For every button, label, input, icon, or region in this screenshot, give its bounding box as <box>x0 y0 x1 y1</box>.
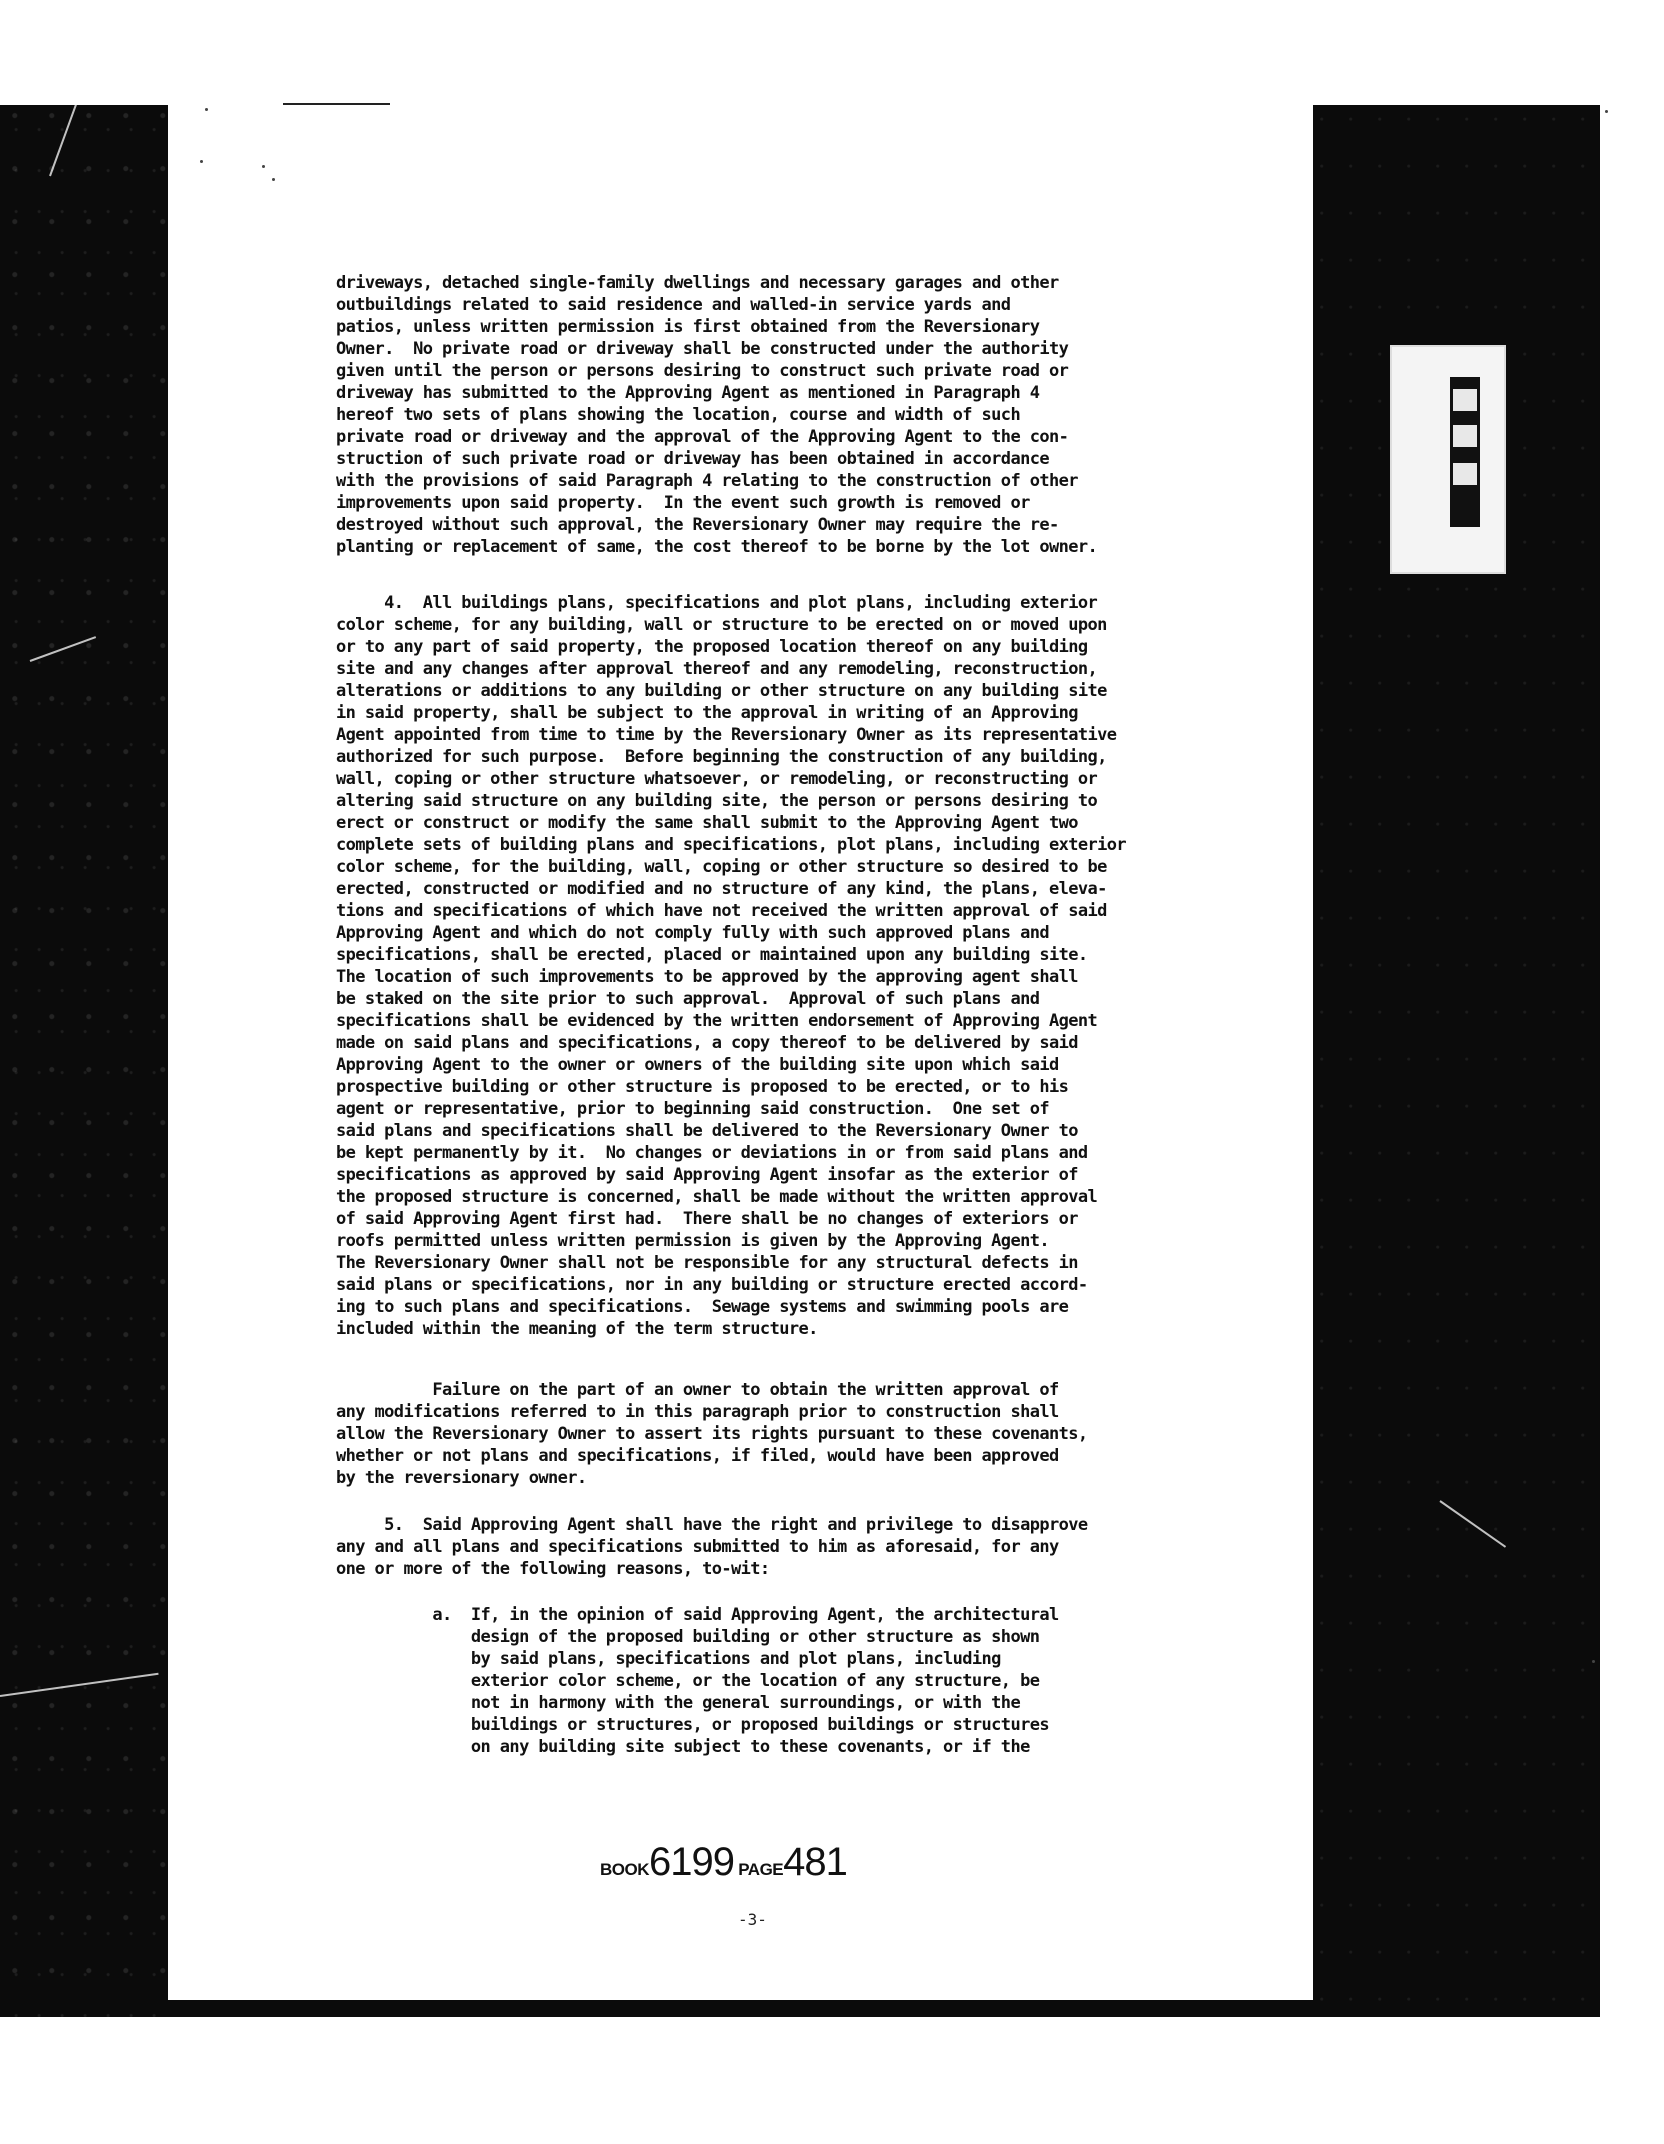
text-line: altering said structure on any building site, the person or persons desiring to <box>336 791 1098 811</box>
text-line: given until the person or persons desiring to construct such private road or <box>336 361 1069 381</box>
text-line: one or more of the following reasons, to-wit: <box>336 1559 770 1579</box>
text-line: improvements upon said property. In the event such growth is removed or <box>336 493 1030 513</box>
page-number: 481 <box>783 1840 847 1884</box>
text-line: site and any changes after approval thereof and any remodeling, reconstruction, <box>336 659 1098 679</box>
text-line: authorized for such purpose. Before beginning the construction of any building, <box>336 747 1107 767</box>
text-line: The Reversionary Owner shall not be responsible for any structural defects in <box>336 1253 1078 1273</box>
text-line: alterations or additions to any building or other structure on any building site <box>336 681 1107 701</box>
stray-mark <box>1605 110 1608 113</box>
top-rule-mark <box>283 103 390 105</box>
text-line: design of the proposed building or other structure as shown <box>470 1627 1040 1647</box>
book-page-stamp <box>600 1840 847 1885</box>
text-line: tions and specifications of which have not received the written approval of said <box>336 901 1107 921</box>
text-line: in said property, shall be subject to the approval in writing of an Approving <box>336 703 1078 723</box>
text-line: allow the Reversionary Owner to assert its rights pursuant to these covenants, <box>336 1424 1088 1444</box>
scanner-artifact-glyph <box>1453 463 1477 485</box>
text-line: 5. Said Approving Agent shall have the right and privilege to disapprove <box>384 1515 1088 1535</box>
text-line: wall, coping or other structure whatsoever, or remodeling, or reconstructing or <box>336 769 1098 789</box>
text-line: be kept permanently by it. No changes or deviations in or from said plans and <box>336 1143 1088 1163</box>
text-line: driveways, detached single-family dwellings and necessary garages and other <box>336 273 1059 293</box>
text-line: prospective building or other structure is proposed to be erected, or to his <box>336 1077 1069 1097</box>
text-line: buildings or structures, or proposed buildings or structures <box>470 1715 1049 1735</box>
text-line: planting or replacement of same, the cost thereof to be borne by the lot owner. <box>336 537 1098 557</box>
stray-mark <box>205 108 208 111</box>
book-number: 6199 <box>649 1840 734 1884</box>
stray-mark <box>262 165 265 168</box>
text-line: exterior color scheme, or the location of any structure, be <box>470 1671 1040 1691</box>
scan-left-margin <box>0 105 168 2017</box>
text-line: The location of such improvements to be approved by the approving agent shall <box>336 967 1078 987</box>
text-line: Failure on the part of an owner to obtain the written approval of <box>432 1380 1059 1400</box>
text-line: color scheme, for any building, wall or structure to be erected on or moved upon <box>336 615 1107 635</box>
text-line: whether or not plans and specifications, if filed, would have been approved <box>336 1446 1059 1466</box>
paragraph-5-text <box>336 1514 1276 1580</box>
text-line: private road or driveway and the approval of the Approving Agent to the con- <box>336 427 1069 447</box>
stray-mark <box>1592 1660 1595 1663</box>
text-line: on any building site subject to these covenants, or if the <box>336 1737 1030 1757</box>
continuation-text <box>336 272 1276 558</box>
text-line: by the reversionary owner. <box>336 1468 587 1488</box>
page-label: PAGE <box>738 1860 784 1879</box>
text-line: Owner. No private road or driveway shall be constructed under the authority <box>336 339 1069 359</box>
text-line: a. If, in the opinion of said Approving Agent, the architectural <box>432 1605 1059 1625</box>
text-line: erected, constructed or modified and no structure of any kind, the plans, eleva- <box>336 879 1107 899</box>
text-line: made on said plans and specifications, a copy thereof to be delivered by said <box>336 1033 1078 1053</box>
scanner-artifact-glyph <box>1453 389 1477 411</box>
text-line: with the provisions of said Paragraph 4 relating to the construction of other <box>336 471 1078 491</box>
text-line: outbuildings related to said residence and walled-in service yards and <box>336 295 1011 315</box>
text-line: specifications shall be evidenced by the written endorsement of Approving Agent <box>336 1011 1098 1031</box>
text-line: color scheme, for the building, wall, coping or other structure so desired to be <box>336 857 1107 877</box>
text-line: not in harmony with the general surroundings, or with the <box>470 1693 1021 1713</box>
item-a-text <box>336 1604 1276 1758</box>
failure-paragraph-text <box>336 1379 1276 1489</box>
text-line: Agent appointed from time to time by the Reversionary Owner as its representative <box>336 725 1117 745</box>
text-line: of said Approving Agent first had. There shall be no changes of exteriors or <box>336 1209 1078 1229</box>
text-line: complete sets of building plans and specifications, plot plans, including exterior <box>336 835 1127 855</box>
text-line: be staked on the site prior to such approval. Approval of such plans and <box>336 989 1040 1009</box>
text-line: any and all plans and specifications submitted to him as aforesaid, for any <box>336 1537 1059 1557</box>
text-line: specifications, shall be erected, placed or maintained upon any building site. <box>336 945 1088 965</box>
text-line: any modifications referred to in this paragraph prior to construction shall <box>336 1402 1059 1422</box>
paragraph-4-text <box>336 592 1276 1340</box>
text-line: agent or representative, prior to beginning said construction. One set of <box>336 1099 1049 1119</box>
text-line: hereof two sets of plans showing the location, course and width of such <box>336 405 1021 425</box>
text-line: erect or construct or modify the same shall submit to the Approving Agent two <box>336 813 1078 833</box>
text-line: destroyed without such approval, the Reversionary Owner may require the re- <box>336 515 1059 535</box>
text-line: included within the meaning of the term structure. <box>336 1319 818 1339</box>
text-line: Approving Agent and which do not comply fully with such approved plans and <box>336 923 1049 943</box>
scanner-artifact-strip <box>1450 377 1480 527</box>
text-line: said plans and specifications shall be delivered to the Reversionary Owner to <box>336 1121 1078 1141</box>
text-line: Approving Agent to the owner or owners of the building site upon which said <box>336 1055 1059 1075</box>
text-line: by said plans, specifications and plot plans, including <box>470 1649 1001 1669</box>
page-marker: -3- <box>738 1910 767 1929</box>
text-line: said plans or specifications, nor in any building or structure erected accord- <box>336 1275 1088 1295</box>
stray-mark <box>200 160 203 163</box>
text-line: or to any part of said property, the proposed location thereof on any building <box>336 637 1088 657</box>
text-line: driveway has submitted to the Approving Agent as mentioned in Paragraph 4 <box>336 383 1040 403</box>
scanner-artifact-glyph <box>1453 425 1477 447</box>
text-line: 4. All buildings plans, specifications and plot plans, including exterior <box>384 593 1098 613</box>
text-line: roofs permitted unless written permission is given by the Approving Agent. <box>336 1231 1049 1251</box>
text-line: specifications as approved by said Approving Agent insofar as the exterior of <box>336 1165 1078 1185</box>
text-line: patios, unless written permission is first obtained from the Reversionary <box>336 317 1040 337</box>
text-line: ing to such plans and specifications. Sewage systems and swimming pools are <box>336 1297 1069 1317</box>
stray-mark <box>272 178 275 181</box>
text-line: the proposed structure is concerned, shall be made without the written approval <box>336 1187 1098 1207</box>
text-line: struction of such private road or driveway has been obtained in accordance <box>336 449 1049 469</box>
book-label: BOOK <box>600 1860 649 1879</box>
scanner-artifact-image <box>1390 345 1506 574</box>
